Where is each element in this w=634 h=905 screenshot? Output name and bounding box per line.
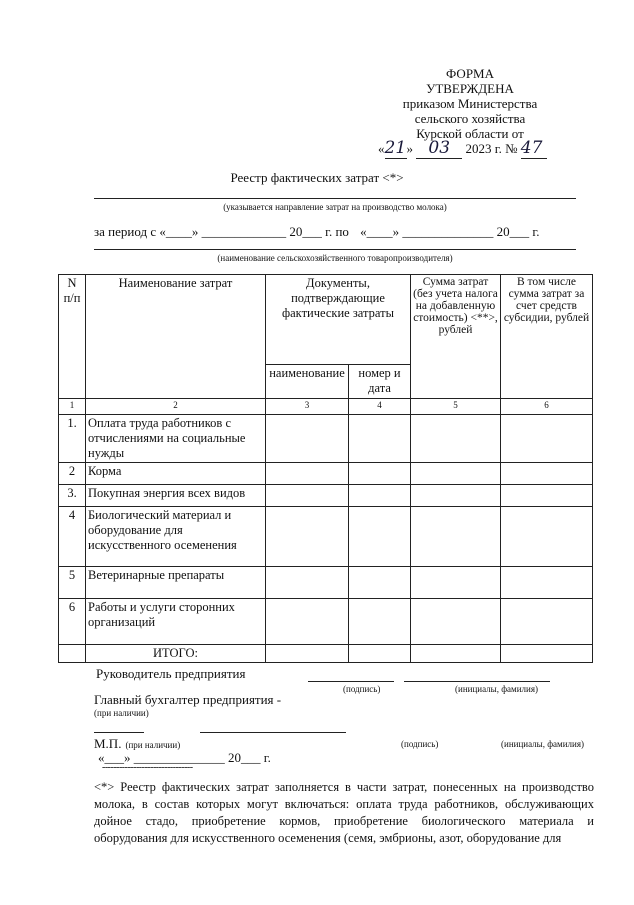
head-initials-line	[404, 681, 550, 682]
producer-line	[94, 249, 576, 250]
footnote-text: <*> Реестр фактических затрат заполняется в части затрат, понесенных на производство молока, в состав которых могут включаться: оплата труда работников, обслуживающих дойное стадо, приобретение кормов, приобретение биологического материала и оборудования для искусственного осеменения (семя, эмбрионы, азот, оборудование для	[94, 780, 594, 845]
form-label: ФОРМА	[446, 66, 494, 81]
head-initials-hint: (инициалы, фамилия)	[455, 684, 538, 694]
head-signature-line	[308, 681, 394, 682]
approval-block	[370, 66, 570, 141]
header-subsidy: В том числе сумма затрат за счет средств субсидии, рублей	[501, 275, 593, 399]
order-line-2: сельского хозяйства	[414, 111, 526, 126]
head-signature-hint: (подпись)	[343, 684, 381, 694]
column-numbers-row: 1 2 3 4 5 6	[59, 399, 593, 415]
accountant-label: Главный бухгалтер предприятия -	[94, 692, 282, 707]
signature-date: «___» ______________ 20___ г.	[98, 750, 271, 765]
header-num: N п/п	[59, 275, 86, 399]
handwritten-order-no: 47	[521, 138, 547, 159]
direction-hint: (указывается направление затрат на производство молока)	[223, 202, 447, 212]
table-row: 5 Ветеринарные препараты	[59, 567, 593, 599]
handwritten-month: 03	[416, 138, 462, 159]
document-title: Реестр фактических затрат <*>	[230, 170, 404, 185]
costs-registry-table	[58, 274, 593, 663]
table-row: 1. Оплата труда работников с отчислениями на социальные нужды	[59, 415, 593, 463]
approval-date-line: «21» 03 2023 г. № 47	[378, 138, 598, 159]
table-row: 3. Покупная энергия всех видов	[59, 485, 593, 507]
stamp-line: М.П. (при наличии) (подпись) (инициалы, фамилия)	[94, 736, 584, 751]
table-row: 4 Биологический материал и оборудование для искусственного осеменения	[59, 507, 593, 567]
direction-line	[94, 198, 576, 199]
producer-hint: (наименование сельскохозяйственного товаропроизводителя)	[217, 253, 453, 263]
accountant-if-any: (при наличии)	[94, 708, 149, 718]
header-doc-name: наименование	[266, 365, 349, 399]
approval-year: 2023 г. №	[465, 141, 518, 156]
order-line-3: Курской области от	[416, 126, 524, 141]
handwritten-day: 21	[384, 138, 407, 158]
accountant-line-1	[94, 732, 144, 733]
header-sum: Сумма затрат (без учета налога на добавленную стоимость) <**>, рублей	[411, 275, 501, 399]
table-row: 6 Работы и услуги сторонних организаций	[59, 599, 593, 645]
period-line: за период с «____» _____________ 20___ г. по «____» ______________ 20___ г.	[94, 224, 540, 239]
total-label: ИТОГО:	[86, 645, 266, 663]
stamp-label: М.П.	[94, 736, 122, 751]
footnote-separator: --------------------------------	[102, 762, 193, 773]
header-documents: Документы, подтверждающие фактические затраты	[266, 275, 411, 365]
table-row: 2 Корма	[59, 463, 593, 485]
approved-label: УТВЕРЖДЕНА	[426, 81, 514, 96]
total-row	[59, 645, 593, 663]
order-line-1: приказом Министерства	[402, 96, 538, 111]
accountant-line-2	[200, 732, 346, 733]
head-label: Руководитель предприятия	[96, 666, 246, 681]
header-cost-name: Наименование затрат	[86, 275, 266, 399]
header-doc-number: номер и дата	[349, 365, 411, 399]
